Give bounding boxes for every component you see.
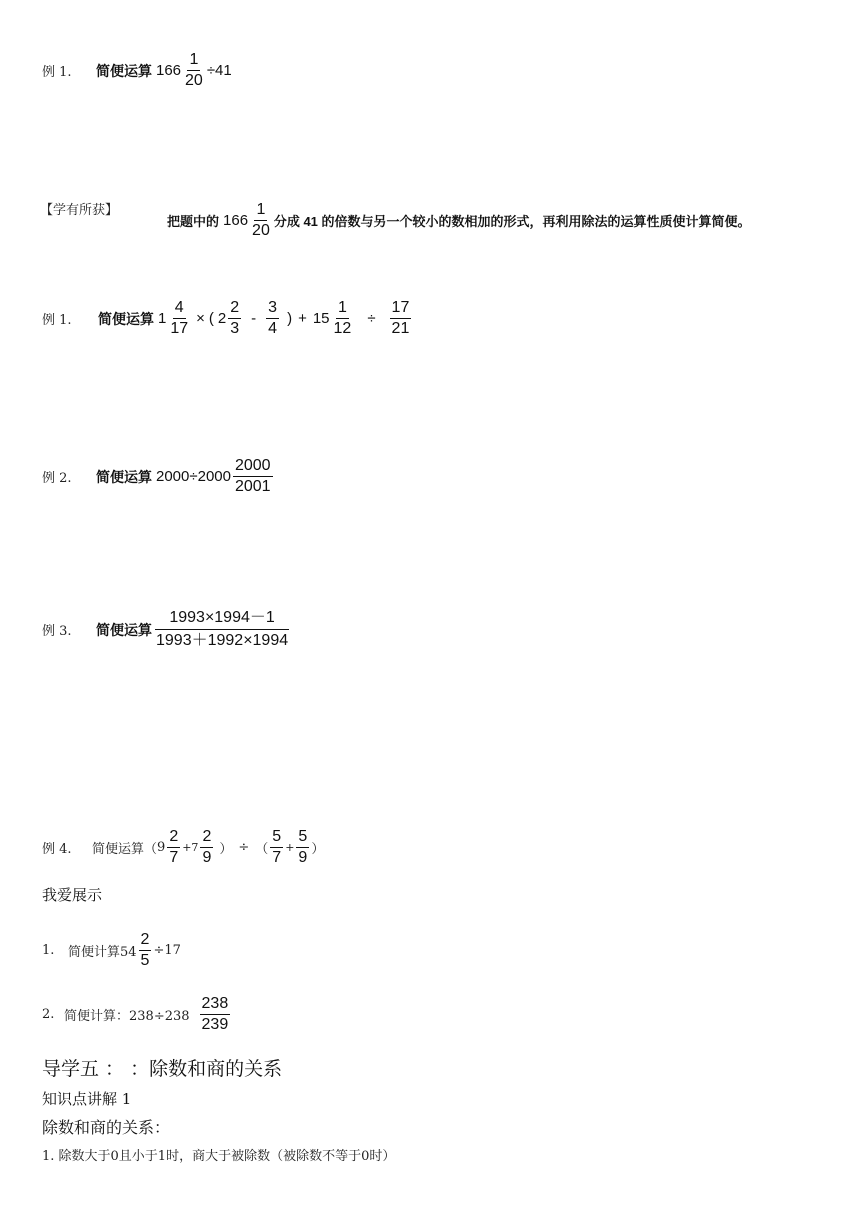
example-title: 简便运算	[96, 468, 152, 485]
practice-title: 简便计算54	[68, 945, 137, 960]
numerator: 4	[173, 300, 186, 319]
times-sign: ×	[196, 310, 205, 327]
numerator: 1	[187, 52, 200, 71]
insight-pre: 把题中的	[167, 214, 220, 229]
fraction	[390, 300, 412, 337]
denominator: 9	[202, 849, 212, 866]
example-title: 简便运算	[92, 842, 145, 857]
fraction	[200, 829, 213, 866]
left-paren: （	[144, 842, 158, 857]
example-label: 例 1.	[42, 313, 72, 328]
denominator: 2001	[234, 478, 271, 495]
example-1b	[42, 300, 413, 337]
numerator: 2	[167, 829, 180, 848]
denominator: 239	[201, 1016, 229, 1033]
numerator: 5	[296, 829, 309, 848]
fraction	[332, 300, 354, 337]
example-3	[42, 610, 292, 649]
right-paren: )	[287, 310, 293, 327]
example-title: 简便运算	[98, 310, 154, 327]
mixed-whole: 166	[156, 62, 182, 79]
example-label: 例 3.	[42, 624, 72, 639]
denominator: 12	[333, 320, 352, 337]
plus-sign: +	[285, 841, 295, 854]
practice-label: 2.	[42, 1007, 55, 1022]
example-label: 例 2.	[42, 471, 72, 486]
fraction	[200, 996, 231, 1033]
fraction	[167, 829, 180, 866]
denominator: 7	[272, 849, 282, 866]
denominator: 5	[140, 952, 150, 969]
denominator: 4	[268, 320, 278, 337]
right-paren: ）	[219, 842, 233, 857]
fraction	[154, 610, 290, 649]
numerator: 2	[200, 829, 213, 848]
show-heading: 我爱展示	[42, 886, 103, 904]
denominator: 7	[169, 849, 179, 866]
denominator: 17	[170, 320, 189, 337]
practice-2	[42, 996, 232, 1033]
example-1a	[42, 52, 232, 89]
insight-post: 分成 41 的倍数与另一个较小的数相加的形式，再利用除法的运算性质使计算简便。	[273, 214, 751, 229]
fraction	[266, 300, 279, 337]
practice-label: 1.	[42, 943, 55, 958]
knowledge-title: 知识点讲解 1	[42, 1090, 132, 1108]
fraction	[270, 829, 283, 866]
minus-sign: -	[251, 310, 257, 327]
fraction	[139, 932, 152, 969]
practice-title: 简便计算：238÷238	[64, 1009, 190, 1024]
numerator: 17	[390, 300, 412, 319]
fraction	[233, 458, 273, 495]
right-paren: ）	[311, 842, 325, 857]
numerator: 1	[336, 300, 349, 319]
relation-title: 除数和商的关系：	[42, 1118, 171, 1137]
numerator: 1	[254, 202, 267, 221]
expression-tail: ÷41	[206, 62, 232, 79]
divide-sign: ÷	[238, 840, 250, 855]
numerator: 3	[266, 300, 279, 319]
insight-heading: 【学有所获】	[40, 203, 119, 218]
fraction	[228, 300, 241, 337]
denominator: 3	[230, 320, 240, 337]
plus-sign: +	[298, 310, 307, 327]
left-paren: （	[255, 842, 269, 857]
denominator: 9	[298, 849, 308, 866]
plus-term: +7	[182, 841, 199, 854]
example-label: 例 1.	[42, 65, 72, 80]
insight-text	[167, 202, 751, 239]
numerator: 1993×1994－1	[155, 610, 288, 630]
numerator: 5	[270, 829, 283, 848]
denominator: 21	[391, 320, 410, 337]
divide-sign: ÷	[367, 310, 376, 327]
example-title: 简便运算	[96, 621, 152, 638]
fraction	[250, 202, 272, 239]
denominator: 20	[252, 222, 270, 239]
example-4	[42, 829, 324, 866]
expression: 2000÷2000	[156, 468, 231, 485]
denominator: 1993＋1992×1994	[156, 632, 289, 649]
left-paren: (	[208, 310, 214, 327]
rule-1: 1. 除数大于0且小于1时，商大于被除数（被除数不等于0时）	[42, 1149, 396, 1164]
numerator: 2000	[233, 458, 273, 477]
numerator: 238	[200, 996, 231, 1015]
numerator: 2	[228, 300, 241, 319]
mixed-whole: 15	[312, 310, 330, 327]
example-title: 简便运算	[96, 62, 152, 79]
fraction	[183, 52, 205, 89]
expression-tail: ÷17	[153, 943, 181, 958]
example-2	[42, 458, 275, 495]
example-label: 例 4.	[42, 842, 72, 857]
fraction	[296, 829, 309, 866]
numerator: 2	[139, 932, 152, 951]
guide-title: 导学五 ： ：除数和商的关系	[42, 1058, 283, 1080]
fraction	[168, 300, 190, 337]
denominator: 20	[185, 72, 203, 89]
mixed-whole: 166	[223, 212, 249, 229]
practice-1	[42, 932, 181, 969]
mixed-whole: 1	[158, 310, 167, 327]
mixed-whole: 2	[217, 310, 227, 327]
mixed-whole: 9	[157, 840, 166, 855]
